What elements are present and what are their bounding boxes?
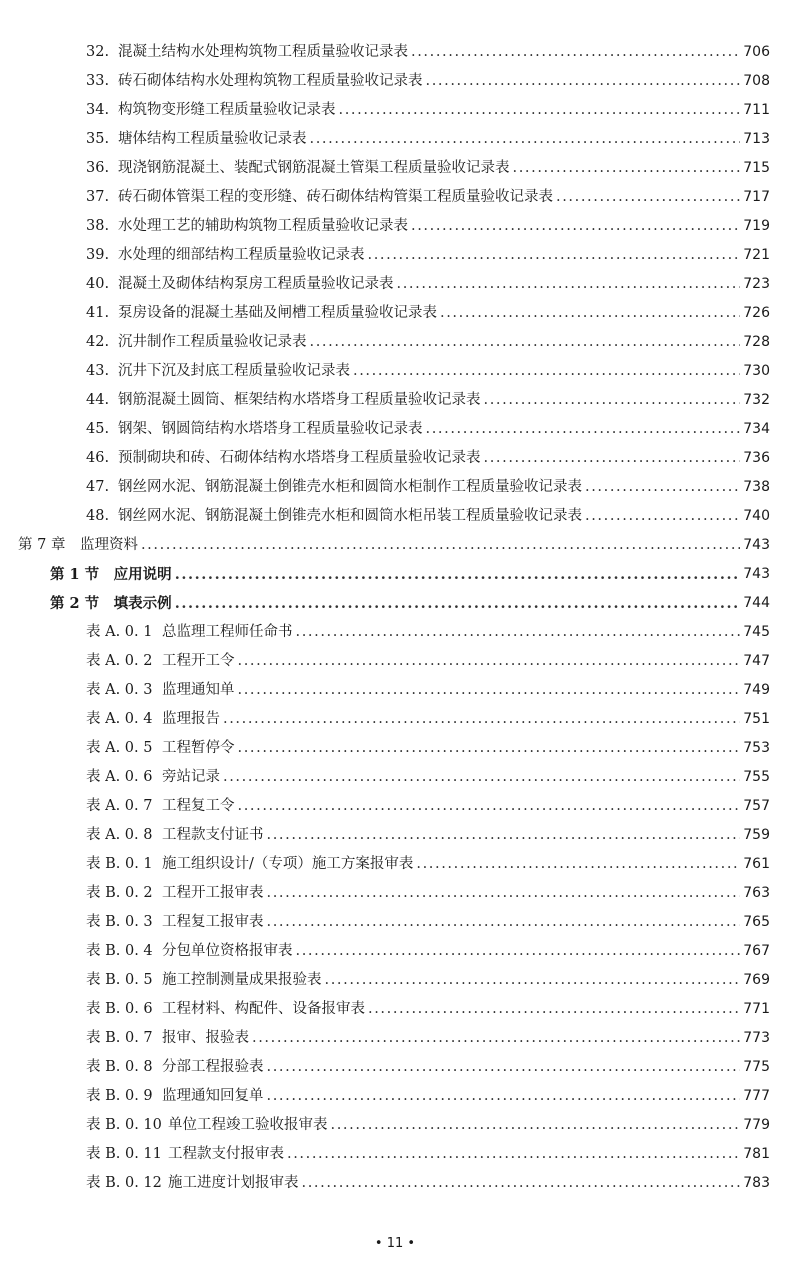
dot-leader: [411, 212, 740, 241]
dot-leader: [287, 1140, 740, 1169]
table-code: 表 B. 0. 3: [86, 914, 153, 930]
table-code: 表 B. 0. 9: [86, 1088, 153, 1104]
dot-leader: [238, 676, 741, 705]
toc-table-entry[interactable]: [0, 908, 790, 937]
toc-item-title: 48. 钢丝网水泥、钢筋混凝土倒锥壳水柜和圆筒水柜吊装工程质量验收记录表: [86, 508, 582, 524]
toc-section[interactable]: [0, 589, 790, 618]
dot-leader: [296, 618, 741, 647]
toc-table-title: 表 B. 0. 5 施工控制测量成果报验表: [86, 966, 322, 995]
dot-leader: [296, 937, 741, 966]
toc-chapter-title: 第 7 章 监理资料: [18, 537, 138, 553]
dot-leader: [223, 705, 740, 734]
toc-table-entry[interactable]: [0, 966, 790, 995]
toc-item-title: 47. 钢丝网水泥、钢筋混凝土倒锥壳水柜和圆筒水柜制作工程质量验收记录表: [86, 479, 582, 495]
dot-leader: [484, 444, 741, 473]
page-footer-number: • 11 •: [374, 1236, 416, 1251]
dot-leader: [411, 38, 740, 67]
dot-leader: [368, 995, 740, 1024]
toc-item[interactable]: [0, 299, 790, 328]
toc-table-title: 表 B. 0. 8 分部工程报验表: [86, 1053, 264, 1082]
toc-page-number: 769: [743, 972, 770, 988]
toc-page-number: 775: [743, 1059, 770, 1075]
toc-item-title: 44. 钢筋混凝土圆筒、框架结构水塔塔身工程质量验收记录表: [86, 392, 481, 408]
dot-leader: [426, 415, 741, 444]
toc-page-number: 759: [743, 827, 770, 843]
toc-table-title: 表 A. 0. 1 总监理工程师任命书: [86, 618, 293, 647]
dot-leader: [267, 1053, 741, 1082]
toc-page-number: 713: [743, 131, 770, 147]
toc-item[interactable]: [0, 38, 790, 67]
dot-leader: [310, 125, 741, 154]
dot-leader: [556, 183, 740, 212]
toc-page-number: 744: [743, 595, 770, 611]
toc-item[interactable]: [0, 415, 790, 444]
toc-table-title: 表 B. 0. 2 工程开工报审表: [86, 879, 264, 908]
toc-page-number: 781: [743, 1146, 770, 1162]
toc-table-entry[interactable]: [0, 850, 790, 879]
table-code: 表 B. 0. 2: [86, 885, 153, 901]
toc-page-number: 726: [743, 305, 770, 321]
dot-leader: [252, 1024, 740, 1053]
toc-table-title: 表 B. 0. 12 施工进度计划报审表: [86, 1169, 299, 1198]
toc-table-entry[interactable]: [0, 734, 790, 763]
toc-table-entry[interactable]: [0, 763, 790, 792]
toc-page-number: 706: [743, 44, 770, 60]
toc-item[interactable]: [0, 270, 790, 299]
dot-leader: [368, 241, 741, 270]
toc-page-number: 771: [743, 1001, 770, 1017]
toc-table-title: 表 B. 0. 9 监理通知回复单: [86, 1082, 264, 1111]
toc-table-title: 表 B. 0. 6 工程材料、构配件、设备报审表: [86, 995, 365, 1024]
toc-table-entry[interactable]: [0, 1111, 790, 1140]
toc-table-entry[interactable]: [0, 1053, 790, 1082]
table-code: 表 B. 0. 8: [86, 1059, 153, 1075]
toc-table-entry[interactable]: [0, 1169, 790, 1198]
toc-item[interactable]: [0, 444, 790, 473]
toc-table-title: 表 A. 0. 6 旁站记录: [86, 763, 220, 792]
table-code: 表 B. 0. 4: [86, 943, 153, 959]
toc-page-number: 765: [743, 914, 770, 930]
toc-item-title: 45. 钢架、钢圆筒结构水塔塔身工程质量验收记录表: [86, 421, 423, 437]
toc-section-title: 第 2 节 填表示例: [50, 595, 172, 612]
table-code: 表 B. 0. 11: [86, 1146, 162, 1162]
dot-leader: [267, 908, 741, 937]
dot-leader: [440, 299, 740, 328]
toc-page-number: 753: [743, 740, 770, 756]
table-code: 表 B. 0. 10: [86, 1117, 162, 1133]
toc-page-number: 779: [743, 1117, 770, 1133]
toc-item-title: 34. 构筑物变形缝工程质量验收记录表: [86, 102, 336, 118]
toc-table-title: 表 B. 0. 3 工程复工报审表: [86, 908, 264, 937]
toc-page-number: 763: [743, 885, 770, 901]
table-code: 表 A. 0. 3: [86, 682, 153, 698]
table-code: 表 A. 0. 8: [86, 827, 153, 843]
toc-table-entry[interactable]: [0, 879, 790, 908]
dot-leader: [585, 473, 740, 502]
toc-table-entry[interactable]: [0, 705, 790, 734]
dot-leader: [267, 879, 741, 908]
dot-leader: [223, 763, 740, 792]
toc-item[interactable]: [0, 357, 790, 386]
toc-page-number: 723: [743, 276, 770, 292]
toc-page-number: 728: [743, 334, 770, 350]
toc-item[interactable]: [0, 241, 790, 270]
toc-table-entry[interactable]: [0, 792, 790, 821]
dot-leader: [238, 792, 741, 821]
toc-table-entry[interactable]: [0, 676, 790, 705]
toc-page-number: 757: [743, 798, 770, 814]
toc-table-entry[interactable]: [0, 995, 790, 1024]
dot-leader: [141, 531, 740, 560]
toc-page-number: 715: [743, 160, 770, 176]
toc-page-number: 773: [743, 1030, 770, 1046]
toc-item-title: 39. 水处理的细部结构工程质量验收记录表: [86, 247, 365, 263]
table-code: 表 B. 0. 5: [86, 972, 153, 988]
dot-leader: [238, 647, 741, 676]
table-code: 表 B. 0. 6: [86, 1001, 153, 1017]
table-code: 表 A. 0. 1: [86, 624, 153, 640]
toc-page-number: 719: [743, 218, 770, 234]
toc-table-entry[interactable]: [0, 647, 790, 676]
toc-table-entry[interactable]: [0, 821, 790, 850]
dot-leader: [353, 357, 740, 386]
toc-item-title: 35. 塘体结构工程质量验收记录表: [86, 131, 307, 147]
toc-page-number: 717: [743, 189, 770, 205]
dot-leader: [175, 560, 741, 589]
toc-table-title: 表 A. 0. 3 监理通知单: [86, 676, 235, 705]
dot-leader: [302, 1169, 741, 1198]
table-code: 表 A. 0. 6: [86, 769, 153, 785]
toc-page-number: 708: [743, 73, 770, 89]
toc-table-title: 表 A. 0. 7 工程复工令: [86, 792, 235, 821]
toc-item[interactable]: [0, 96, 790, 125]
toc-item-title: 38. 水处理工艺的辅助构筑物工程质量验收记录表: [86, 218, 408, 234]
toc-table-entry[interactable]: [0, 937, 790, 966]
toc-item[interactable]: [0, 154, 790, 183]
table-code: 表 A. 0. 2: [86, 653, 153, 669]
toc-item-title: 37. 砖石砌体管渠工程的变形缝、砖石砌体结构管渠工程质量验收记录表: [86, 189, 553, 205]
toc-table-entry[interactable]: [0, 1082, 790, 1111]
toc-page-number: 711: [743, 102, 770, 118]
toc-item-title: 42. 沉井制作工程质量验收记录表: [86, 334, 307, 350]
dot-leader: [585, 502, 740, 531]
dot-leader: [267, 1082, 741, 1111]
toc-page-number: 749: [743, 682, 770, 698]
toc-item[interactable]: [0, 328, 790, 357]
toc-table-title: 表 B. 0. 10 单位工程竣工验收报审表: [86, 1111, 328, 1140]
dot-leader: [426, 67, 741, 96]
dot-leader: [325, 966, 741, 995]
toc-page-number: 743: [743, 566, 770, 582]
toc-item[interactable]: [0, 502, 790, 531]
toc-page-number: 740: [743, 508, 770, 524]
toc-page-number: 738: [743, 479, 770, 495]
table-of-contents: [0, 38, 790, 1198]
toc-table-title: 表 A. 0. 5 工程暂停令: [86, 734, 235, 763]
toc-item-title: 43. 沉井下沉及封底工程质量验收记录表: [86, 363, 350, 379]
toc-page-number: 747: [743, 653, 770, 669]
toc-table-title: 表 A. 0. 4 监理报告: [86, 705, 220, 734]
toc-page-number: 736: [743, 450, 770, 466]
toc-section-title: 第 1 节 应用说明: [50, 566, 172, 583]
toc-item[interactable]: [0, 386, 790, 415]
toc-table-title: 表 B. 0. 4 分包单位资格报审表: [86, 937, 293, 966]
toc-page-number: 761: [743, 856, 770, 872]
toc-page-number: 734: [743, 421, 770, 437]
dot-leader: [513, 154, 741, 183]
toc-section[interactable]: [0, 560, 790, 589]
toc-item[interactable]: [0, 125, 790, 154]
toc-table-title: 表 B. 0. 11 工程款支付报审表: [86, 1140, 284, 1169]
toc-item[interactable]: [0, 183, 790, 212]
dot-leader: [331, 1111, 741, 1140]
toc-page-number: 745: [743, 624, 770, 640]
toc-table-title: 表 B. 0. 1 施工组织设计/（专项）施工方案报审表: [86, 850, 413, 879]
toc-item[interactable]: [0, 67, 790, 96]
toc-page-number: 777: [743, 1088, 770, 1104]
table-code: 表 A. 0. 7: [86, 798, 153, 814]
table-code: 表 B. 0. 7: [86, 1030, 153, 1046]
dot-leader: [484, 386, 741, 415]
toc-page-number: 743: [743, 537, 770, 553]
dot-leader: [310, 328, 741, 357]
table-code: 表 A. 0. 4: [86, 711, 153, 727]
dot-leader: [416, 850, 740, 879]
toc-table-title: 表 A. 0. 8 工程款支付证书: [86, 821, 264, 850]
toc-table-entry[interactable]: [0, 1024, 790, 1053]
toc-item-title: 33. 砖石砌体结构水处理构筑物工程质量验收记录表: [86, 73, 423, 89]
toc-item-title: 32. 混凝土结构水处理构筑物工程质量验收记录表: [86, 44, 408, 60]
dot-leader: [175, 589, 741, 618]
toc-item-title: 41. 泵房设备的混凝土基础及闸槽工程质量验收记录表: [86, 305, 437, 321]
toc-chapter[interactable]: [0, 531, 790, 560]
toc-page-number: 721: [743, 247, 770, 263]
toc-table-entry[interactable]: [0, 1140, 790, 1169]
dot-leader: [238, 734, 741, 763]
dot-leader: [267, 821, 741, 850]
dot-leader: [339, 96, 741, 125]
toc-item[interactable]: [0, 473, 790, 502]
toc-page-number: 783: [743, 1175, 770, 1191]
dot-leader: [397, 270, 741, 299]
toc-page-number: 732: [743, 392, 770, 408]
toc-table-entry[interactable]: [0, 618, 790, 647]
toc-item-title: 36. 现浇钢筋混凝土、装配式钢筋混凝土管渠工程质量验收记录表: [86, 160, 510, 176]
table-code: 表 B. 0. 12: [86, 1175, 162, 1191]
table-code: 表 A. 0. 5: [86, 740, 153, 756]
toc-item[interactable]: [0, 212, 790, 241]
toc-table-title: 表 B. 0. 7 报审、报验表: [86, 1024, 249, 1053]
toc-item-title: 46. 预制砌块和砖、石砌体结构水塔塔身工程质量验收记录表: [86, 450, 481, 466]
toc-page-number: 730: [743, 363, 770, 379]
toc-page-number: 751: [743, 711, 770, 727]
toc-item-title: 40. 混凝土及砌体结构泵房工程质量验收记录表: [86, 276, 394, 292]
toc-page-number: 755: [743, 769, 770, 785]
toc-page-number: 767: [743, 943, 770, 959]
table-code: 表 B. 0. 1: [86, 856, 153, 872]
toc-table-title: 表 A. 0. 2 工程开工令: [86, 647, 235, 676]
